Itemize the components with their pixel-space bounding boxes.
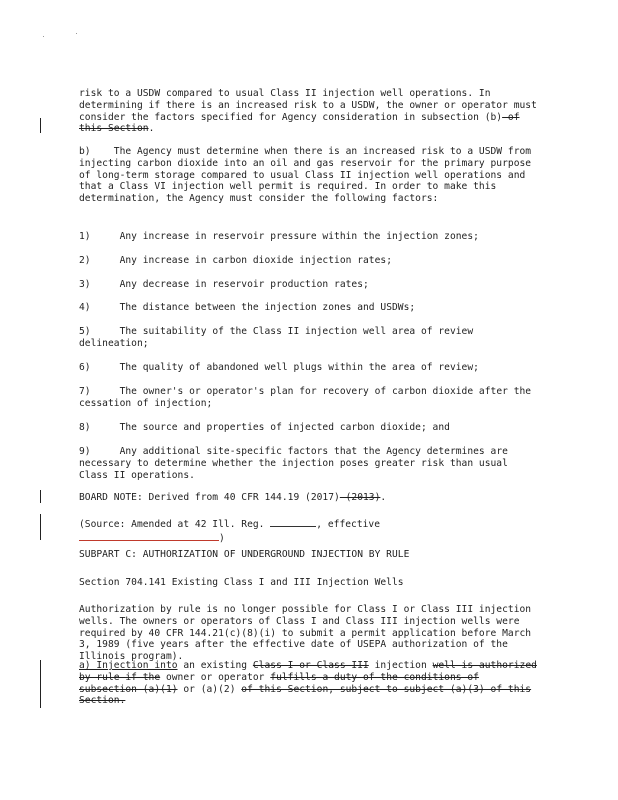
- factor-text: Any additional site-specific factors that the Agency determines are necessary to determine whether the injection poses greater risk than usual Class II operations.: [79, 446, 508, 481]
- factor-number: 8): [79, 422, 91, 433]
- section-heading: Section 704.141 Existing Class I and III Injection Wells: [79, 577, 404, 588]
- factor-text: The distance between the injection zones and USDWs;: [119, 302, 416, 313]
- subsection-a: a) Injection into an existing Class I or Class III injection well is authorized by rule if the owner or operator fulfills a duty of the conditions of subsection (a)(1) or (a)(2) of this Section, subject to subject (a)(3) of this Section.: [79, 660, 537, 707]
- factor-item: [79, 362, 541, 374]
- factor-text: The owner's or operator's plan for recovery of carbon dioxide after the cessation of injection;: [79, 386, 532, 409]
- factor-text: The source and properties of injected carbon dioxide; and: [119, 422, 450, 433]
- factor-item: [79, 422, 541, 434]
- source-note: (Source: Amended at 42 Ill. Reg. , effective ): [79, 519, 381, 544]
- factor-item: [79, 386, 541, 410]
- scan-speck: [76, 33, 77, 34]
- factor-number: 5): [79, 326, 91, 337]
- change-bar: [40, 490, 41, 503]
- factor-item: [79, 326, 541, 350]
- factor-number: 3): [79, 279, 91, 290]
- factor-number: 6): [79, 362, 91, 373]
- factor-item: [79, 302, 541, 314]
- factor-text: Any decrease in reservoir production rates;: [119, 279, 369, 290]
- factor-number: 9): [79, 446, 91, 457]
- factor-number: 2): [79, 255, 91, 266]
- authorization-paragraph: Authorization by rule is no longer possible for Class I or Class III injection wells. The owners or operators of Class I and Class III injection wells were required by 40 CFR 144.21(c)(8)(i) to submit a permit application before March 3, 1989 (five years after the effective date of USEPA authorization of the Illinois program).: [79, 604, 532, 663]
- continuation-paragraph: risk to a USDW compared to usual Class II injection well operations. In determining if there is an increased risk to a USDW, the owner or operator must consider the factors specified for Agency consideration in subsection (b) of this Section.: [79, 88, 537, 135]
- factor-number: 4): [79, 302, 91, 313]
- change-bar: [40, 660, 41, 708]
- register-number-blank: [270, 517, 316, 527]
- factor-text: The suitability of the Class II injection well area of review delineation;: [79, 326, 474, 349]
- subsection-b-label: b): [79, 146, 91, 157]
- subsection-b-text: The Agency must determine when there is an increased risk to a USDW from injecting carbon dioxide into an oil and gas reservoir for the primary purpose of long-term storage compared to usual Class II injection well operations and that a Class VI injection well permit is required. In order to make this determination, the Agency must consider the following factors:: [79, 146, 532, 205]
- subpart-heading: SUBPART C: AUTHORIZATION OF UNDERGROUND INJECTION BY RULE: [79, 549, 410, 560]
- factor-item: [79, 279, 541, 291]
- change-bar: [40, 118, 41, 133]
- scan-speck: [43, 36, 44, 37]
- factor-item: [79, 231, 541, 243]
- factor-text: The quality of abandoned well plugs within the area of review;: [119, 362, 479, 373]
- subsection-b: [79, 146, 541, 205]
- factor-number: 1): [79, 231, 91, 242]
- factor-item: [79, 446, 541, 481]
- effective-date-blank: [79, 531, 219, 541]
- factor-text: Any increase in carbon dioxide injection rates;: [119, 255, 392, 266]
- factor-item: [79, 255, 541, 267]
- board-note: BOARD NOTE: Derived from 40 CFR 144.19 (2017) (2013).: [79, 492, 387, 503]
- factor-number: 7): [79, 386, 91, 397]
- factor-text: Any increase in reservoir pressure within the injection zones;: [119, 231, 479, 242]
- change-bar: [40, 514, 41, 540]
